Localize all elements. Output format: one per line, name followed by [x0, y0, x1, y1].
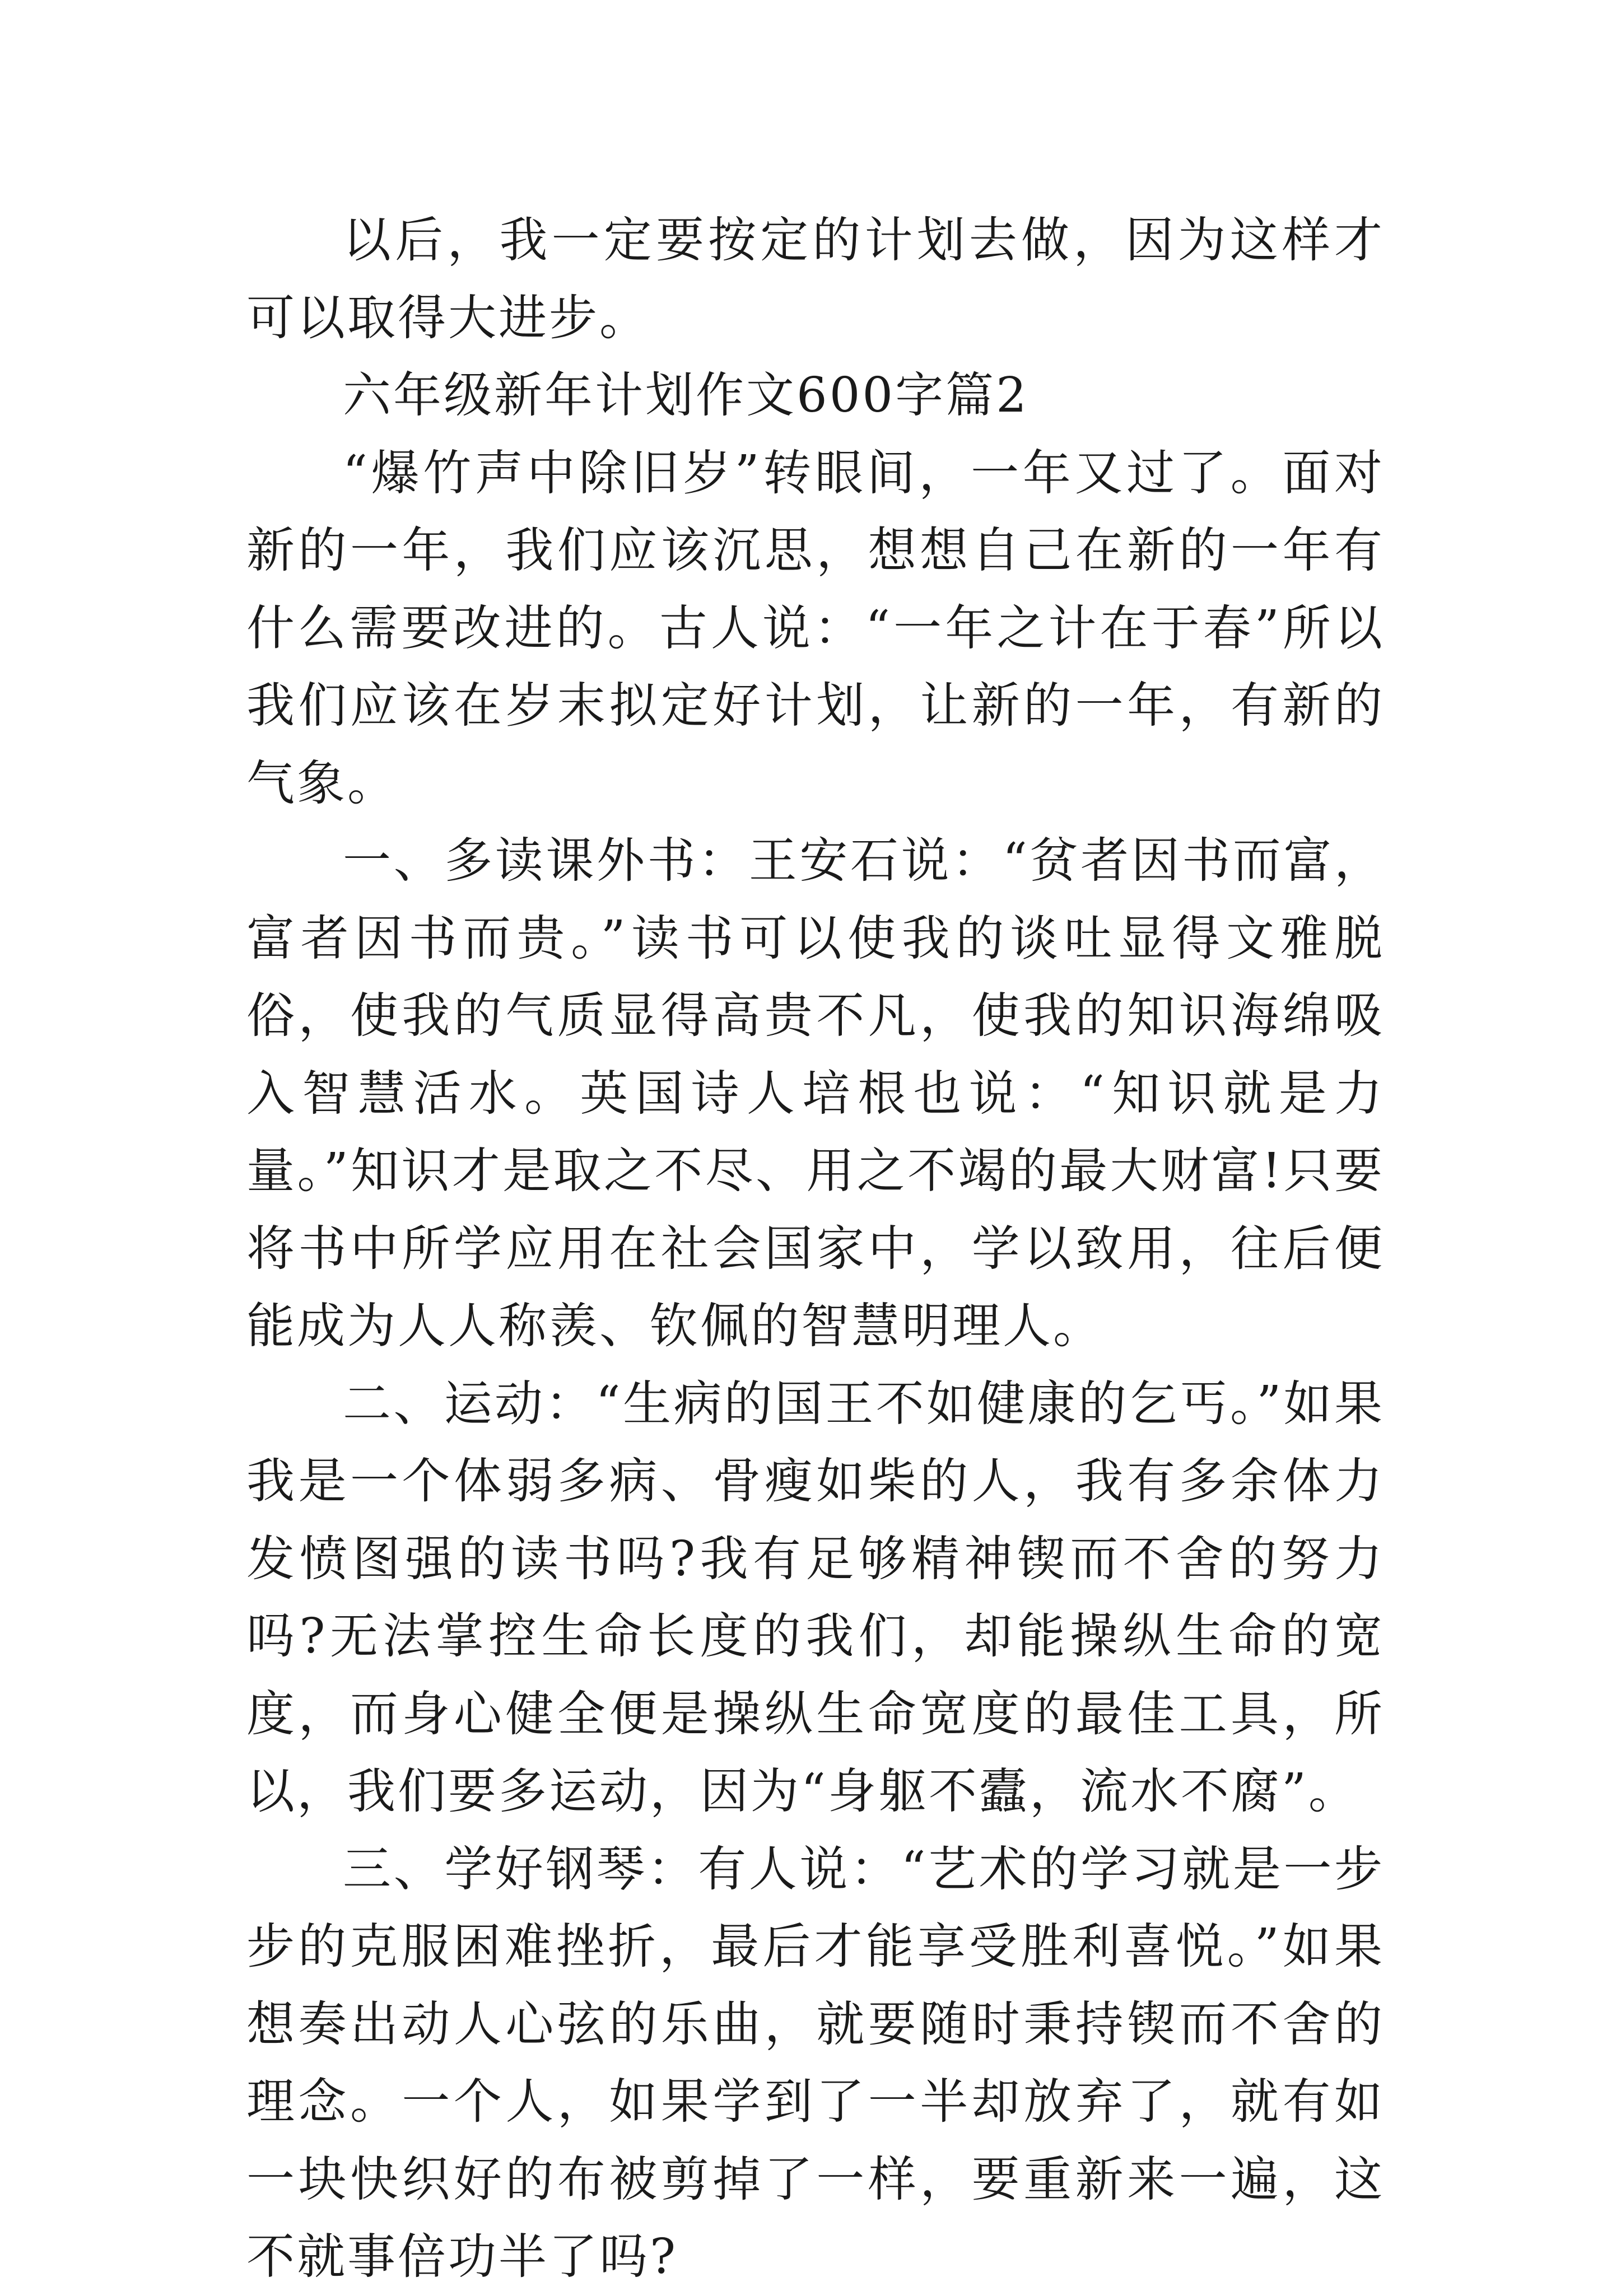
paragraph-exercise: 二、运动：“生病的国王不如健康的乞丐。”如果我是一个体弱多病、骨瘦如柴的人，我有多余体力发愤图强的读书吗?我有足够精神锲而不舍的努力吗?无法掌控生命长度的我们，却能操纵生命的宽度，而身心健全便是操纵生命宽度的最佳工具，所以，我们要多运动，因为“身躯不蠹，流水不腐”。 — [246, 1375, 1385, 1819]
paragraph-reading: 一、多读课外书：王安石说：“贫者因书而富，富者因书而贵。”读书可以使我的谈吐显得文雅脱俗，使我的气质显得高贵不凡，使我的知识海绵吸入智慧活水。英国诗人培根也说：“知识就是力量。”知识才是取之不尽、用之不竭的最大财富!只要将书中所学应用在社会国家中，学以致用，往后便能成为人人称羡、钦佩的智慧明理人。 — [246, 833, 1385, 1354]
essay-heading: 六年级新年计划作文600字篇2 — [343, 367, 1029, 423]
paragraph-closing-previous: 以后，我一定要按定的计划去做，因为这样才可以取得大进步。 — [246, 212, 1385, 346]
document-body — [246, 202, 1385, 2296]
paragraph-intro: “爆竹声中除旧岁”转眼间，一年又过了。面对新的一年，我们应该沉思，想想自己在新的一年有什么需要改进的。古人说：“一年之计在于春”所以我们应该在岁末拟定好计划，让新的一年，有新的气象。 — [246, 445, 1385, 811]
paragraph-piano: 三、学好钢琴：有人说：“艺术的学习就是一步步的克服困难挫折，最后才能享受胜利喜悦。”如果想奏出动人心弦的乐曲，就要随时秉持锲而不舍的理念。一个人，如果学到了一半却放弃了，就有如一块快织好的布被剪掉了一样，要重新来一遍，这不就事倍功半了吗? — [246, 1841, 1385, 2285]
